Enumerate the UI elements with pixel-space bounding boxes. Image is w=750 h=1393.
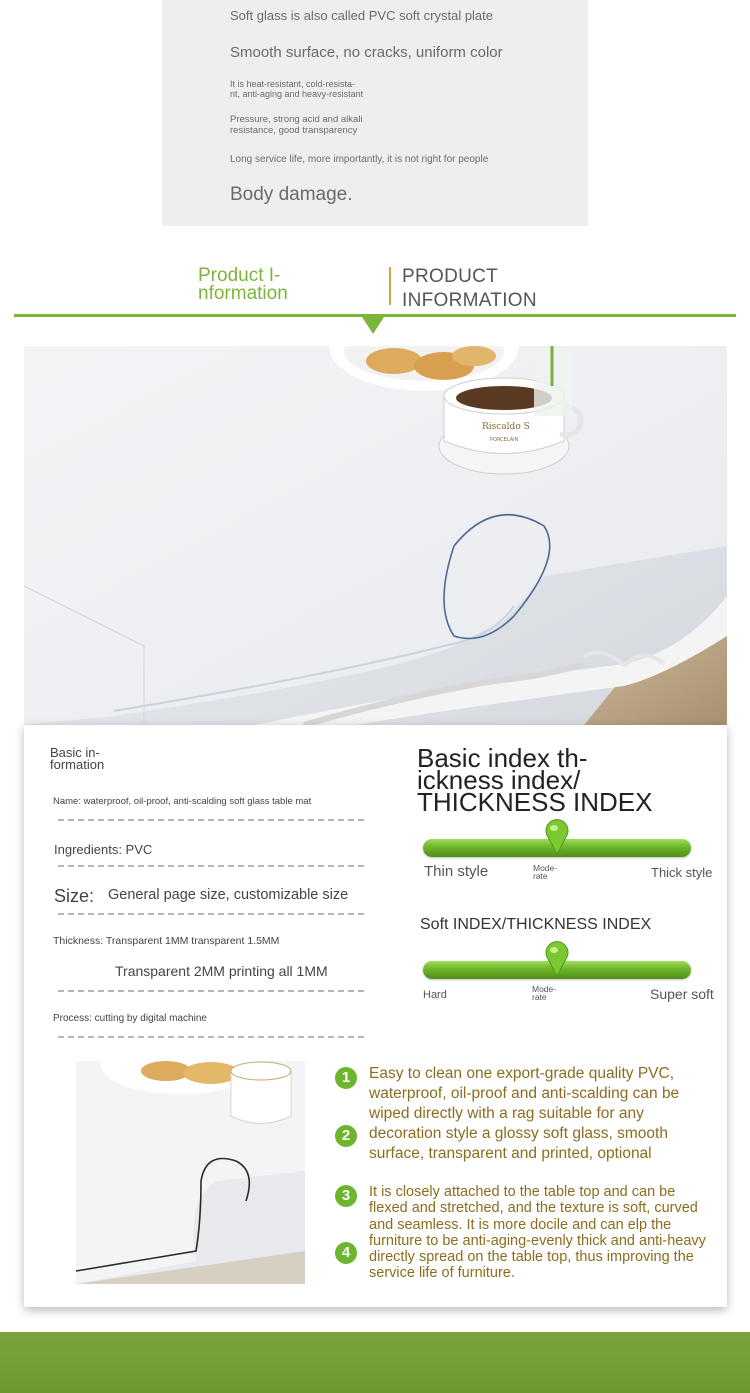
soft-index-title: Soft INDEX/THICKNESS INDEX [420, 916, 652, 933]
index-title [417, 747, 662, 813]
section-divider [389, 267, 391, 305]
hero-photo [24, 346, 727, 725]
thickness-mid-label [533, 864, 557, 880]
intro-line-4b: resistance, good transparency [230, 125, 358, 136]
softness-right-label: Super soft [650, 986, 714, 1002]
feature-number-4: 4 [335, 1242, 357, 1264]
section-title-caps [402, 265, 537, 313]
feature-number-1: 1 [335, 1067, 357, 1089]
intro-line-3b: nt, anti-aging and heavy-resistant [230, 89, 364, 99]
row-divider [58, 913, 364, 915]
softness-mid-label-2: rate [532, 992, 547, 1002]
intro-line-4a: Pressure, strong acid and alkali [230, 114, 363, 125]
index-title-3: THICKNESS INDEX [417, 787, 653, 813]
ingredients-row: Ingredients: PVC [54, 842, 153, 857]
intro-line-6: Body damage. [230, 184, 353, 205]
size-label: Size: [54, 886, 95, 906]
size-value: General page size, customizable size [108, 887, 349, 903]
thickness-marker-icon [545, 819, 569, 855]
intro-line-5: Long service life, more importantly, it is not right for people [230, 154, 489, 165]
thickness-row-2: Transparent 2MM printing all 1MM [115, 963, 328, 979]
feature-number-2: 2 [335, 1125, 357, 1147]
intro-line-1: Soft glass is also called PVC soft crystal plate [230, 8, 494, 23]
feature-text-1: Easy to clean one export-grade quality PVC, waterproof, oil-proof and anti-scalding can be wiped directly with a rag suitable for any decoration style a glossy soft glass, smooth surface, transparent and printed, optional [369, 1065, 680, 1162]
cup-text-2: PORCELAIN [490, 437, 519, 443]
index-title-1: Basic index th- [417, 747, 588, 773]
softness-mid-label-1: Mode- [532, 984, 557, 994]
softness-mid-label [532, 985, 556, 1001]
intro-box [162, 0, 588, 226]
cup-text-1: Riscaldo S [482, 422, 530, 432]
product-thumbnail [76, 1061, 305, 1284]
basic-info-heading: Basic in-formation [50, 745, 105, 772]
row-divider [58, 865, 364, 867]
thickness-mid-label-1: Mode- [533, 863, 558, 873]
thickness-row: Thickness: Transparent 1MM transparent 1.5MM [53, 935, 280, 947]
row-divider [58, 990, 364, 992]
section-arrow-icon [362, 317, 384, 334]
softness-left-label: Hard [423, 989, 447, 1001]
info-card [24, 725, 727, 1307]
thumbnail-illustration [76, 1061, 305, 1284]
feature-number-3: 3 [335, 1185, 357, 1207]
process-row: Process: cutting by digital machine [53, 1013, 207, 1024]
thickness-left-label: Thin style [424, 863, 489, 880]
feature-text-3: It is closely attached to the table top and can be flexed and stretched, and the texture is soft, curved and seamless. It is more docile and can elp the furniture to be anti-aging-evenly thick and anti-heavy directly spread on the table top, thus improving the service life of furniture. [369, 1184, 706, 1282]
section-title-caps-1: PRODUCT [402, 266, 499, 287]
thickness-right-label: Thick style [651, 865, 713, 880]
softness-marker-icon [545, 941, 569, 977]
bottom-band [0, 1332, 750, 1393]
section-title-caps-2: INFORMATION [402, 290, 537, 311]
intro-line-3a: It is heat-resistant, cold-resista- [230, 79, 356, 89]
row-divider [58, 1036, 364, 1038]
row-divider [58, 819, 364, 821]
intro-line-2: Smooth surface, no cracks, uniform color [230, 44, 503, 61]
thickness-mid-label-2: rate [533, 871, 548, 881]
index-title-2: ickness index/ [417, 765, 581, 795]
hero-illustration [24, 346, 727, 725]
section-title-en: Product I-nformation [198, 265, 288, 304]
name-row: Name: waterproof, oil-proof, anti-scalding soft glass table mat [53, 796, 312, 807]
